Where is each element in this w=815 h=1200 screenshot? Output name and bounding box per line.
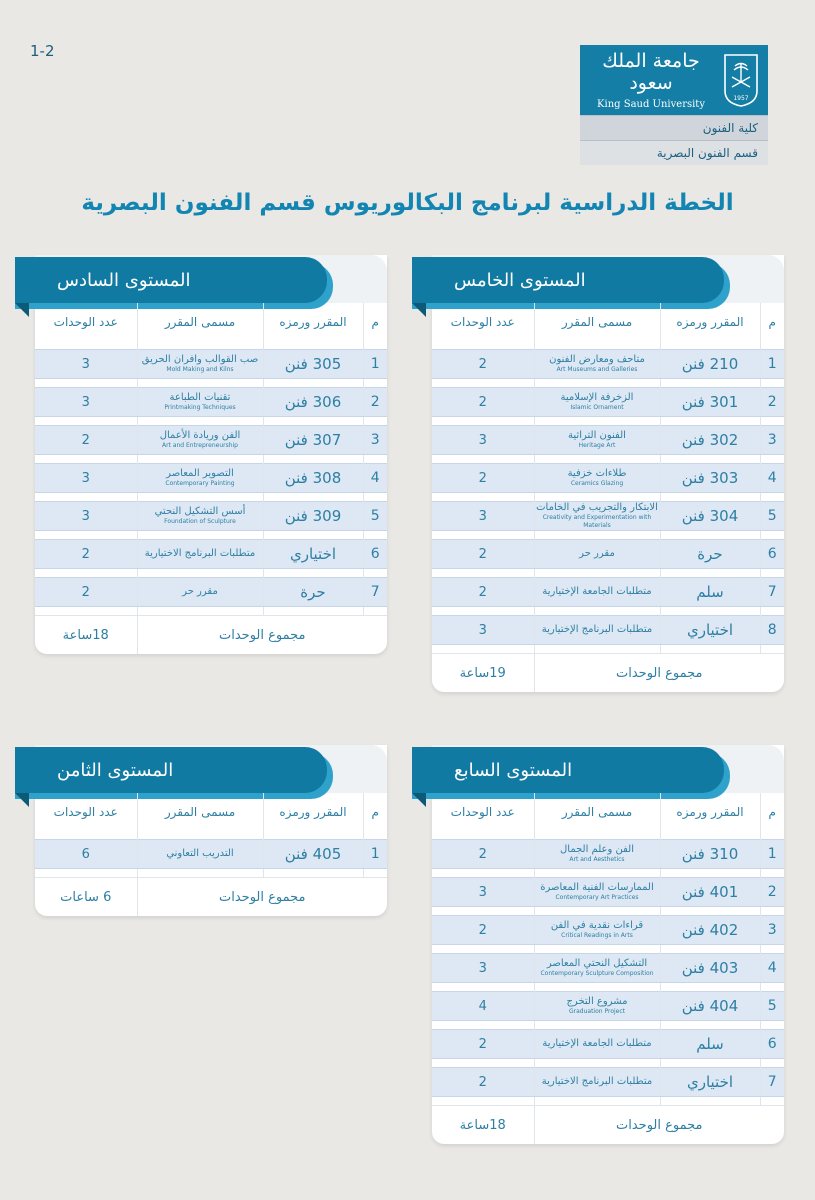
table-row — [432, 616, 784, 645]
logo-arabic-name: جامعة الملك سعود — [602, 50, 700, 94]
course-name-english: Art and Entrepreneurship — [161, 442, 238, 449]
course-name — [534, 878, 660, 907]
course-code: 306 فنن — [263, 388, 363, 417]
course-units: 3 — [35, 502, 137, 531]
course-name — [534, 502, 660, 531]
table-row — [432, 502, 784, 531]
level-title: المستوى الثامن — [15, 747, 327, 793]
page-number: 1-2 — [30, 42, 55, 60]
course-code: 405 فنن — [263, 840, 363, 869]
course-units: 2 — [432, 840, 534, 869]
row-number: 2 — [760, 878, 784, 907]
row-gap — [35, 531, 387, 540]
row-gap — [35, 569, 387, 578]
course-name — [534, 388, 660, 417]
course-name-english: Heritage Art — [578, 442, 616, 449]
row-number: 2 — [760, 388, 784, 417]
total-value: 19ساعة — [432, 654, 534, 693]
course-code: 210 فنن — [660, 350, 760, 379]
row-gap — [35, 869, 387, 878]
row-gap — [35, 341, 387, 350]
row-number: 4 — [363, 464, 387, 493]
course-name-arabic: متطلبات البرنامج الاختيارية — [541, 1076, 653, 1087]
course-name-arabic: أسس التشكيل النحتي — [154, 506, 246, 517]
course-units: 2 — [35, 426, 137, 455]
table-row — [35, 502, 387, 531]
total-row — [35, 878, 387, 917]
course-code: 305 فنن — [263, 350, 363, 379]
course-name — [137, 350, 263, 379]
course-name-english: Contemporary Painting — [165, 480, 235, 487]
row-gap — [35, 493, 387, 502]
course-name-arabic: الفن وريادة الأعمال — [159, 430, 241, 441]
course-code: 402 فنن — [660, 916, 760, 945]
row-number: 8 — [760, 616, 784, 645]
row-gap — [35, 831, 387, 840]
header-name: مسمى المقرر — [137, 303, 263, 341]
course-name-arabic: الفنون التراثية — [568, 430, 626, 441]
row-gap — [432, 945, 784, 954]
row-number: 7 — [760, 578, 784, 607]
course-units: 3 — [432, 502, 534, 531]
course-name — [534, 840, 660, 869]
course-code: 404 فنن — [660, 992, 760, 1021]
row-gap — [35, 379, 387, 388]
table-row — [432, 916, 784, 945]
banner-fold — [412, 793, 426, 807]
table-row — [35, 840, 387, 869]
course-units: 2 — [432, 350, 534, 379]
table-row — [432, 1030, 784, 1059]
row-gap — [432, 607, 784, 616]
course-name-arabic: مقرر حر — [579, 548, 615, 559]
course-name-english: Mold Making and Kilns — [166, 366, 234, 373]
course-code: 302 فنن — [660, 426, 760, 455]
row-number: 2 — [363, 388, 387, 417]
course-code: 304 فنن — [660, 502, 760, 531]
course-code: حرة — [660, 540, 760, 569]
header-name: مسمى المقرر — [534, 303, 660, 341]
table-row — [432, 840, 784, 869]
row-gap — [432, 569, 784, 578]
row-gap — [432, 417, 784, 426]
table-row — [432, 388, 784, 417]
row-number: 4 — [760, 954, 784, 983]
course-name — [534, 954, 660, 983]
row-gap — [432, 1097, 784, 1106]
table-header — [35, 793, 387, 831]
course-code: 403 فنن — [660, 954, 760, 983]
level-fifth-panel — [432, 255, 784, 692]
total-label: مجموع الوحدات — [137, 616, 387, 655]
course-code: سلم — [660, 1030, 760, 1059]
header-name: مسمى المقرر — [534, 793, 660, 831]
row-gap — [432, 493, 784, 502]
table-row — [35, 540, 387, 569]
row-gap — [432, 455, 784, 464]
course-name-arabic: الفن وعلم الجمال — [560, 844, 634, 855]
row-number: 1 — [760, 350, 784, 379]
row-number: 1 — [760, 840, 784, 869]
header-code: المقرر ورمزه — [660, 303, 760, 341]
row-number: 5 — [363, 502, 387, 531]
row-number: 5 — [760, 502, 784, 531]
row-gap — [35, 607, 387, 616]
course-code: 303 فنن — [660, 464, 760, 493]
course-name-english: Foundation of Sculpture — [164, 518, 236, 525]
table-row — [432, 878, 784, 907]
course-name-arabic: متطلبات الجامعة الإختيارية — [542, 586, 652, 597]
course-name — [137, 426, 263, 455]
course-name-arabic: مشروع التخرج — [566, 996, 628, 1007]
row-gap — [432, 1059, 784, 1068]
course-units: 2 — [432, 388, 534, 417]
header-num: م — [760, 303, 784, 341]
course-name — [137, 540, 263, 569]
course-name — [534, 350, 660, 379]
total-value: 18ساعة — [432, 1106, 534, 1145]
course-name-english: Art Museums and Galleries — [556, 366, 638, 373]
course-name-english: Contemporary Sculpture Composition — [540, 970, 654, 977]
course-name-arabic: صب القوالب وافران الحريق — [141, 354, 259, 365]
course-name — [534, 1030, 660, 1059]
course-units: 2 — [432, 540, 534, 569]
header-num: م — [760, 793, 784, 831]
table-row — [432, 1068, 784, 1097]
course-name-arabic: الزخرفة الإسلامية — [560, 392, 634, 403]
course-name-arabic: الممارسات الفنية المعاصرة — [540, 882, 654, 893]
course-name-english: Contemporary Art Practices — [555, 894, 639, 901]
table-row — [432, 992, 784, 1021]
total-row — [35, 616, 387, 655]
course-name-english: Printmaking Techniques — [164, 404, 236, 411]
course-units: 2 — [432, 578, 534, 607]
course-name-english: Graduation Project — [568, 1008, 625, 1015]
course-name — [137, 502, 263, 531]
course-code: 401 فنن — [660, 878, 760, 907]
row-gap — [432, 831, 784, 840]
course-code: 310 فنن — [660, 840, 760, 869]
course-code: 308 فنن — [263, 464, 363, 493]
header-num: م — [363, 303, 387, 341]
course-name-english: Creativity and Experimentation with Materials — [542, 514, 652, 529]
total-row — [432, 1106, 784, 1145]
table-header — [432, 793, 784, 831]
course-code: 307 فنن — [263, 426, 363, 455]
table-row — [432, 350, 784, 379]
course-name-arabic: متطلبات البرنامج الاختيارية — [144, 548, 256, 559]
course-name — [534, 426, 660, 455]
course-name-arabic: مقرر حر — [182, 586, 218, 597]
row-gap — [432, 1021, 784, 1030]
table-row — [432, 954, 784, 983]
row-gap — [35, 455, 387, 464]
header-code: المقرر ورمزه — [263, 793, 363, 831]
table-row — [432, 540, 784, 569]
row-number: 4 — [760, 464, 784, 493]
logo-banner — [580, 45, 768, 115]
course-units: 2 — [35, 540, 137, 569]
course-name-arabic: التدريب التعاوني — [166, 848, 234, 859]
row-number: 6 — [363, 540, 387, 569]
row-gap — [432, 645, 784, 654]
total-value: 18ساعة — [35, 616, 137, 655]
course-units: 3 — [35, 464, 137, 493]
table-row — [35, 464, 387, 493]
course-name — [137, 388, 263, 417]
course-name — [534, 916, 660, 945]
header-num: م — [363, 793, 387, 831]
table-row — [35, 578, 387, 607]
courses-table — [432, 793, 784, 1144]
row-gap — [432, 379, 784, 388]
courses-table — [432, 303, 784, 692]
course-code: اختياري — [660, 1068, 760, 1097]
header-code: المقرر ورمزه — [263, 303, 363, 341]
course-units: 2 — [35, 578, 137, 607]
row-number: 1 — [363, 840, 387, 869]
table-row — [432, 464, 784, 493]
course-name-english: Art and Aesthetics — [569, 856, 625, 863]
row-number: 7 — [760, 1068, 784, 1097]
row-gap — [432, 869, 784, 878]
course-name — [137, 464, 263, 493]
course-units: 3 — [35, 350, 137, 379]
courses-table — [35, 793, 387, 916]
course-name — [534, 464, 660, 493]
page-title: الخطة الدراسية لبرنامج البكالوريوس قسم الفنون البصرية — [81, 190, 734, 216]
table-row — [432, 426, 784, 455]
table-row — [35, 388, 387, 417]
course-name — [534, 540, 660, 569]
course-units: 4 — [432, 992, 534, 1021]
row-number: 3 — [760, 916, 784, 945]
course-name-english: Critical Readings in Arts — [561, 932, 633, 939]
level-title: المستوى السابع — [412, 747, 724, 793]
level-title: المستوى السادس — [15, 257, 327, 303]
course-name-arabic: متطلبات الجامعة الإختيارية — [542, 1038, 652, 1049]
course-code: سلم — [660, 578, 760, 607]
college-label: كلية الفنون — [580, 115, 768, 140]
total-label: مجموع الوحدات — [534, 654, 784, 693]
table-row — [432, 578, 784, 607]
course-units: 3 — [35, 388, 137, 417]
logo-english-name: King Saud University — [597, 99, 705, 110]
course-name-english: Islamic Ornament — [570, 404, 624, 411]
course-units: 3 — [432, 954, 534, 983]
courses-table — [35, 303, 387, 654]
course-name-arabic: التشكيل النحتي المعاصر — [546, 958, 648, 969]
course-name-english: Ceramics Glazing — [570, 480, 624, 487]
row-number: 5 — [760, 992, 784, 1021]
course-units: 2 — [432, 464, 534, 493]
course-code: حرة — [263, 578, 363, 607]
header-code: المقرر ورمزه — [660, 793, 760, 831]
course-name-arabic: التصوير المعاصر — [166, 468, 234, 479]
row-gap — [432, 907, 784, 916]
course-code: اختياري — [660, 616, 760, 645]
header-units: عدد الوحدات — [450, 315, 515, 329]
table-header — [35, 303, 387, 341]
logo-text — [580, 50, 722, 110]
table-row — [35, 426, 387, 455]
banner-fold — [15, 793, 29, 807]
level-sixth-panel — [35, 255, 387, 654]
level-seventh-panel — [432, 745, 784, 1144]
course-name-arabic: طلاءات خزفية — [567, 468, 627, 479]
banner-fold — [15, 303, 29, 317]
course-units: 6 — [35, 840, 137, 869]
course-name — [137, 840, 263, 869]
course-name — [534, 616, 660, 645]
total-label: مجموع الوحدات — [137, 878, 387, 917]
row-gap — [35, 417, 387, 426]
course-units: 3 — [432, 426, 534, 455]
header-units: عدد الوحدات — [450, 805, 515, 819]
course-units: 3 — [432, 878, 534, 907]
header-units: عدد الوحدات — [53, 805, 118, 819]
course-name — [137, 578, 263, 607]
palm-swords-emblem-icon — [722, 53, 760, 107]
course-units: 2 — [432, 1068, 534, 1097]
university-logo — [580, 45, 768, 165]
course-code: 301 فنن — [660, 388, 760, 417]
department-label: قسم الفنون البصرية — [580, 140, 768, 165]
course-units: 2 — [432, 916, 534, 945]
course-code: اختياري — [263, 540, 363, 569]
row-number: 6 — [760, 1030, 784, 1059]
table-header — [432, 303, 784, 341]
course-name-arabic: تقنيات الطباعة — [169, 392, 231, 403]
course-code: 309 فنن — [263, 502, 363, 531]
row-number: 7 — [363, 578, 387, 607]
level-title: المستوى الخامس — [412, 257, 724, 303]
row-gap — [432, 531, 784, 540]
logo-year: 1957 — [733, 95, 749, 102]
course-name-arabic: متاحف ومعارض الفنون — [549, 354, 645, 365]
header-units: عدد الوحدات — [53, 315, 118, 329]
course-name — [534, 578, 660, 607]
course-name — [534, 1068, 660, 1097]
banner-fold — [412, 303, 426, 317]
course-name-arabic: قراءات نقدية في الفن — [550, 920, 644, 931]
total-row — [432, 654, 784, 693]
course-units: 2 — [432, 1030, 534, 1059]
total-label: مجموع الوحدات — [534, 1106, 784, 1145]
course-name-arabic: متطلبات البرنامج الإختيارية — [541, 624, 653, 635]
row-number: 3 — [760, 426, 784, 455]
level-eighth-panel — [35, 745, 387, 916]
course-name-arabic: الابتكار والتجريب في الخامات — [536, 502, 658, 513]
course-name — [534, 992, 660, 1021]
row-number: 6 — [760, 540, 784, 569]
row-number: 3 — [363, 426, 387, 455]
row-number: 1 — [363, 350, 387, 379]
row-gap — [432, 341, 784, 350]
header-name: مسمى المقرر — [137, 793, 263, 831]
total-value: 6 ساعات — [35, 878, 137, 917]
row-gap — [432, 983, 784, 992]
course-units: 3 — [432, 616, 534, 645]
table-row — [35, 350, 387, 379]
